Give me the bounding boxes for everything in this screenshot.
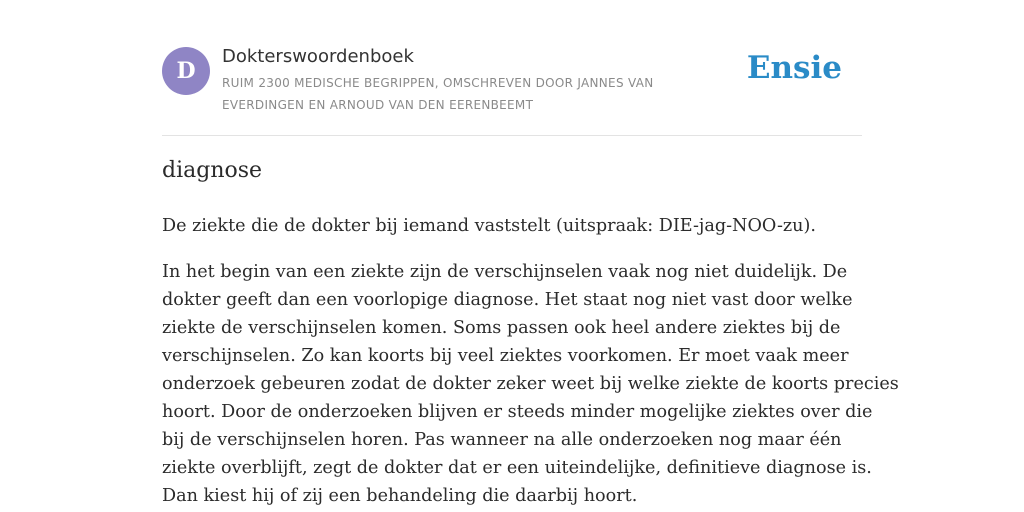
ensie-logo[interactable]: Ensie	[746, 50, 842, 86]
entry-term: diagnose	[162, 158, 263, 183]
paragraph-line: dokter geeft dan een voorlopige diagnose. Het staat nog niet vast door welke	[162, 290, 853, 310]
paragraph-line: onderzoek gebeuren zodat de dokter zeker weet bij welke ziekte de koorts precies	[162, 374, 899, 394]
paragraph-line: verschijnselen. Zo kan koorts bij veel ziektes voorkomen. Er moet vaak meer	[162, 346, 849, 366]
source-subtitle-line: RUIM 2300 MEDISCHE BEGRIPPEN, OMSCHREVEN DOOR JANNES VAN	[222, 76, 654, 90]
definition-paragraph	[162, 258, 899, 510]
paragraph-line: In het begin van een ziekte zijn de verschijnselen vaak nog niet duidelijk. De	[162, 262, 848, 282]
source-subtitle-line: EVERDINGEN EN ARNOUD VAN DEN EERENBEEMT	[222, 98, 534, 112]
definition-paragraph	[162, 212, 864, 240]
source-subtitle	[222, 72, 702, 116]
source-title[interactable]: Dokterswoordenboek	[222, 46, 414, 67]
paragraph-line: hoort. Door de onderzoeken blijven er steeds minder mogelijke ziektes over die	[162, 402, 873, 422]
paragraph-line: bij de verschijnselen horen. Pas wanneer na alle onderzoeken nog maar één	[162, 430, 842, 450]
paragraph-line: De ziekte die de dokter bij iemand vaststelt (uitspraak: DIE-jag-NOO-zu).	[162, 216, 816, 236]
source-avatar[interactable]: D	[162, 47, 210, 95]
source-header	[162, 40, 862, 136]
entry-definition	[162, 212, 899, 512]
paragraph-line: ziekte overblijft, zegt de dokter dat er een uiteindelijke, definitieve diagnose is.	[162, 458, 872, 478]
paragraph-line: ziekte de verschijnselen komen. Soms passen ook heel andere ziektes bij de	[162, 318, 841, 338]
paragraph-line: Dan kiest hij of zij een behandeling die daarbij hoort.	[162, 486, 638, 506]
